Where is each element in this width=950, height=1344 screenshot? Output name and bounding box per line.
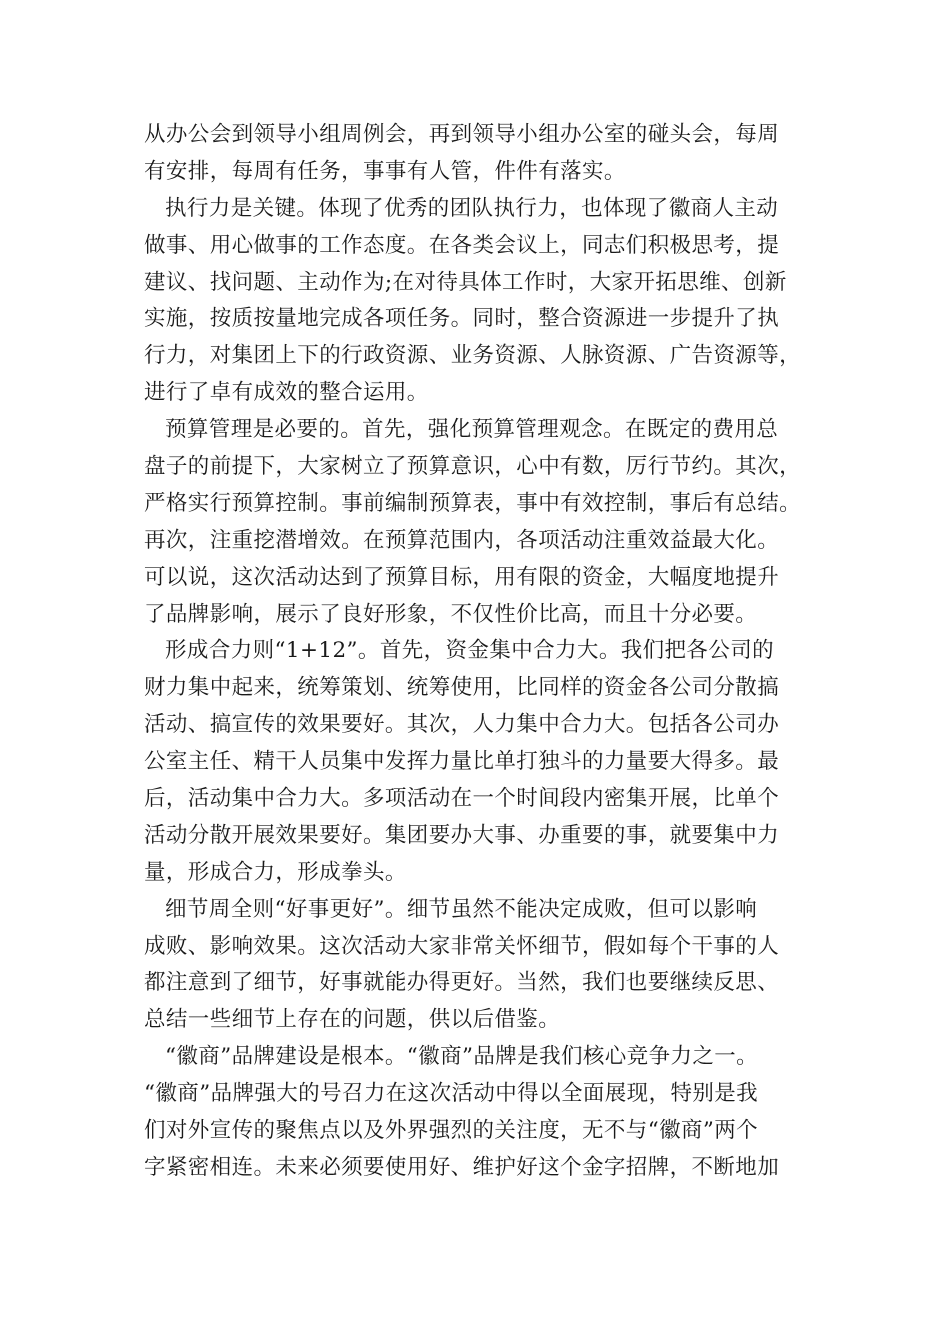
text-line: 成败、影响效果。这次活动大家非常关怀细节，假如每个干事的人 xyxy=(144,933,780,959)
text-line: “徽商”品牌强大的号召力在这次活动中得以全面展现，特别是我 xyxy=(144,1081,759,1107)
text-line: 形成合力则“1+12”。首先，资金集中合力大。我们把各公司的 xyxy=(165,638,775,664)
text-line: 了品牌影响，展示了良好形象，不仅性价比高，而且十分必要。 xyxy=(144,601,758,627)
text-line: 可以说，这次活动达到了预算目标，用有限的资金，大幅度地提升 xyxy=(144,564,780,590)
text-line: 实施，按质按量地完成各项任务。同时，整合资源进一步提升了执 xyxy=(144,306,780,332)
text-line: 行力，对集团上下的行政资源、业务资源、人脉资源、广告资源等， xyxy=(144,343,802,369)
text-line: 严格实行预算控制。事前编制预算表，事中有效控制，事后有总结。 xyxy=(144,490,802,516)
text-line: 建议、找问题、主动作为;在对待具体工作时，大家开拓思维、创新 xyxy=(144,269,787,295)
text-line: “徽商”品牌建设是根本。“徽商”品牌是我们核心竞争力之一。 xyxy=(165,1044,759,1070)
text-line: 后，活动集中合力大。多项活动在一个时间段内密集开展，比单个 xyxy=(144,786,780,812)
text-line: 们对外宣传的聚焦点以及外界强烈的关注度，无不与“徽商”两个 xyxy=(144,1118,759,1144)
text-line: 公室主任、精干人员集中发挥力量比单打独斗的力量要大得多。最 xyxy=(144,749,780,775)
text-line: 做事、用心做事的工作态度。在各类会议上，同志们积极思考，提 xyxy=(144,232,780,258)
text-line: 有安排，每周有任务，事事有人管，件件有落实。 xyxy=(144,158,626,184)
text-line: 细节周全则“好事更好”。细节虽然不能决定成败，但可以影响 xyxy=(165,896,758,922)
text-line: 再次，注重挖潜增效。在预算范围内，各项活动注重效益最大化。 xyxy=(144,527,780,553)
text-line: 量，形成合力，形成拳头。 xyxy=(144,859,407,885)
text-line: 从办公会到领导小组周例会，再到领导小组办公室的碰头会，每周 xyxy=(144,122,780,147)
text-line: 财力集中起来，统筹策划、统筹使用，比同样的资金各公司分散搞 xyxy=(144,675,780,701)
text-line: 进行了卓有成效的整合运用。 xyxy=(144,380,429,406)
text-line: 预算管理是必要的。首先，强化预算管理观念。在既定的费用总 xyxy=(165,417,779,443)
text-line: 执行力是关键。体现了优秀的团队执行力，也体现了徽商人主动 xyxy=(165,195,779,221)
text-line: 总结一些细节上存在的问题，供以后借鉴。 xyxy=(144,1007,561,1033)
text-line: 活动分散开展效果要好。集团要办大事、办重要的事，就要集中力 xyxy=(144,822,780,848)
text-line: 活动、搞宣传的效果要好。其次，人力集中合力大。包括各公司办 xyxy=(144,712,780,738)
text-line: 盘子的前提下，大家树立了预算意识，心中有数，厉行节约。其次， xyxy=(144,454,802,480)
text-line: 都注意到了细节，好事就能办得更好。当然，我们也要继续反思、 xyxy=(144,970,780,996)
body-text xyxy=(144,117,818,1187)
text-line: 字紧密相连。未来必须要使用好、维护好这个金字招牌，不断地加 xyxy=(144,1154,780,1180)
